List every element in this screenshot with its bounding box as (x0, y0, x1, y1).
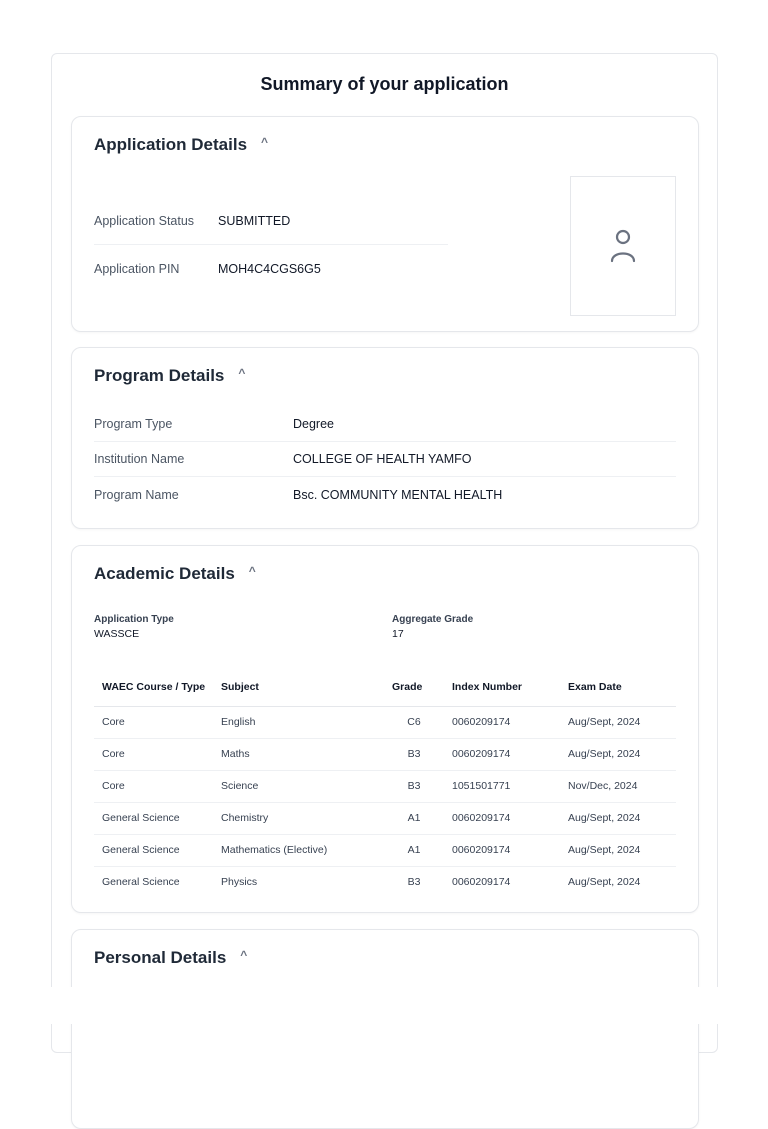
subject-cell: Maths (213, 738, 384, 770)
waec-results-table (94, 668, 676, 898)
program-details-section (71, 347, 699, 529)
exam-date-cell: Aug/Sept, 2024 (560, 706, 676, 738)
field-label: Program Name (94, 487, 179, 502)
application-summary-card (51, 53, 718, 1053)
course-type-cell: Core (94, 770, 213, 802)
institution-name-value: COLLEGE OF HEALTH YAMFO (293, 452, 472, 466)
academic-details-header[interactable] (94, 564, 256, 584)
field-label: Application PIN (94, 262, 180, 276)
course-type-cell: General Science (102, 876, 180, 889)
grade-cell: B3 (407, 876, 421, 889)
personal-details-header[interactable] (94, 948, 247, 968)
aggregate-grade-value: 17 (392, 628, 404, 640)
table-row (94, 770, 676, 802)
subject-cell: Science (213, 770, 384, 802)
index-number-cell: 0060209174 (444, 802, 560, 834)
column-header: Grade (384, 668, 444, 706)
application-details-section (71, 116, 699, 332)
personal-details-section (71, 929, 699, 1129)
chevron-up-icon[interactable]: ^ (238, 366, 246, 380)
exam-date-cell: Nov/Dec, 2024 (560, 770, 676, 802)
exam-date-cell: Aug/Sept, 2024 (560, 738, 676, 770)
subject-cell: English (213, 706, 384, 738)
institution-name-row (94, 442, 676, 477)
page-title: Summary of your application (260, 74, 509, 94)
exam-date-cell: Aug/Sept, 2024 (560, 834, 676, 866)
chevron-up-icon[interactable]: ^ (261, 135, 269, 149)
aggregate-grade-block (392, 612, 473, 642)
index-number-cell: 0060209174 (444, 834, 560, 866)
aggregate-grade-label: Aggregate Grade (392, 614, 474, 625)
program-type-value: Degree (293, 417, 334, 431)
chevron-up-icon[interactable]: ^ (248, 564, 256, 578)
grade-cell: B3 (384, 738, 444, 770)
index-number-cell: 0060209174 (444, 738, 560, 770)
column-header: Exam Date (560, 668, 676, 706)
exam-date-cell: Aug/Sept, 2024 (560, 802, 676, 834)
column-header: Index Number (444, 668, 560, 706)
index-number-cell: 1051501771 (444, 770, 560, 802)
application-details-header[interactable] (94, 135, 268, 155)
program-type-row (94, 407, 676, 442)
course-type-cell: Core (94, 706, 213, 738)
section-title: Academic Details (94, 564, 235, 583)
table-row (94, 866, 676, 898)
index-number-cell: 0060209174 (444, 706, 560, 738)
field-label: Institution Name (94, 452, 185, 466)
application-type-block (94, 612, 174, 642)
course-type-cell: General Science (94, 834, 213, 866)
subject-cell: Physics (221, 876, 258, 889)
field-label: Program Type (94, 417, 173, 431)
grade-cell: A1 (384, 834, 444, 866)
column-header: Subject (213, 668, 384, 706)
exam-date-cell: Aug/Sept, 2024 (568, 876, 641, 889)
grade-cell: A1 (384, 802, 444, 834)
subject-cell: Chemistry (213, 802, 384, 834)
application-type-value: WASSCE (94, 628, 140, 640)
section-title: Application Details (94, 135, 248, 154)
program-name-value: Bsc. COMMUNITY MENTAL HEALTH (293, 487, 503, 502)
application-pin-row (94, 245, 448, 293)
application-status-value: SUBMITTED (218, 213, 291, 228)
course-type-cell: Core (94, 738, 213, 770)
table-header-row (94, 668, 676, 706)
page-bottom-fade (0, 987, 768, 1024)
field-label: Application Status (94, 213, 195, 228)
course-type-cell: General Science (94, 802, 213, 834)
user-icon (610, 228, 636, 264)
application-type-label: Application Type (94, 614, 174, 625)
table-row (94, 738, 676, 770)
table-row (94, 706, 676, 738)
academic-details-section (71, 545, 699, 913)
column-header: WAEC Course / Type (94, 668, 213, 706)
subject-cell: Mathematics (Elective) (213, 834, 384, 866)
application-pin-value: MOH4C4CGS6G5 (218, 262, 321, 276)
applicant-photo-placeholder (570, 176, 676, 316)
program-details-header[interactable] (94, 366, 245, 386)
grade-cell: B3 (384, 770, 444, 802)
program-name-row (94, 477, 676, 512)
index-number-cell: 0060209174 (452, 876, 511, 889)
grade-cell: C6 (384, 706, 444, 738)
section-title: Personal Details (94, 948, 227, 967)
application-status-row (94, 197, 448, 245)
table-row (94, 834, 676, 866)
table-row (94, 802, 676, 834)
section-title: Program Details (94, 366, 225, 385)
chevron-up-icon[interactable]: ^ (240, 948, 248, 962)
